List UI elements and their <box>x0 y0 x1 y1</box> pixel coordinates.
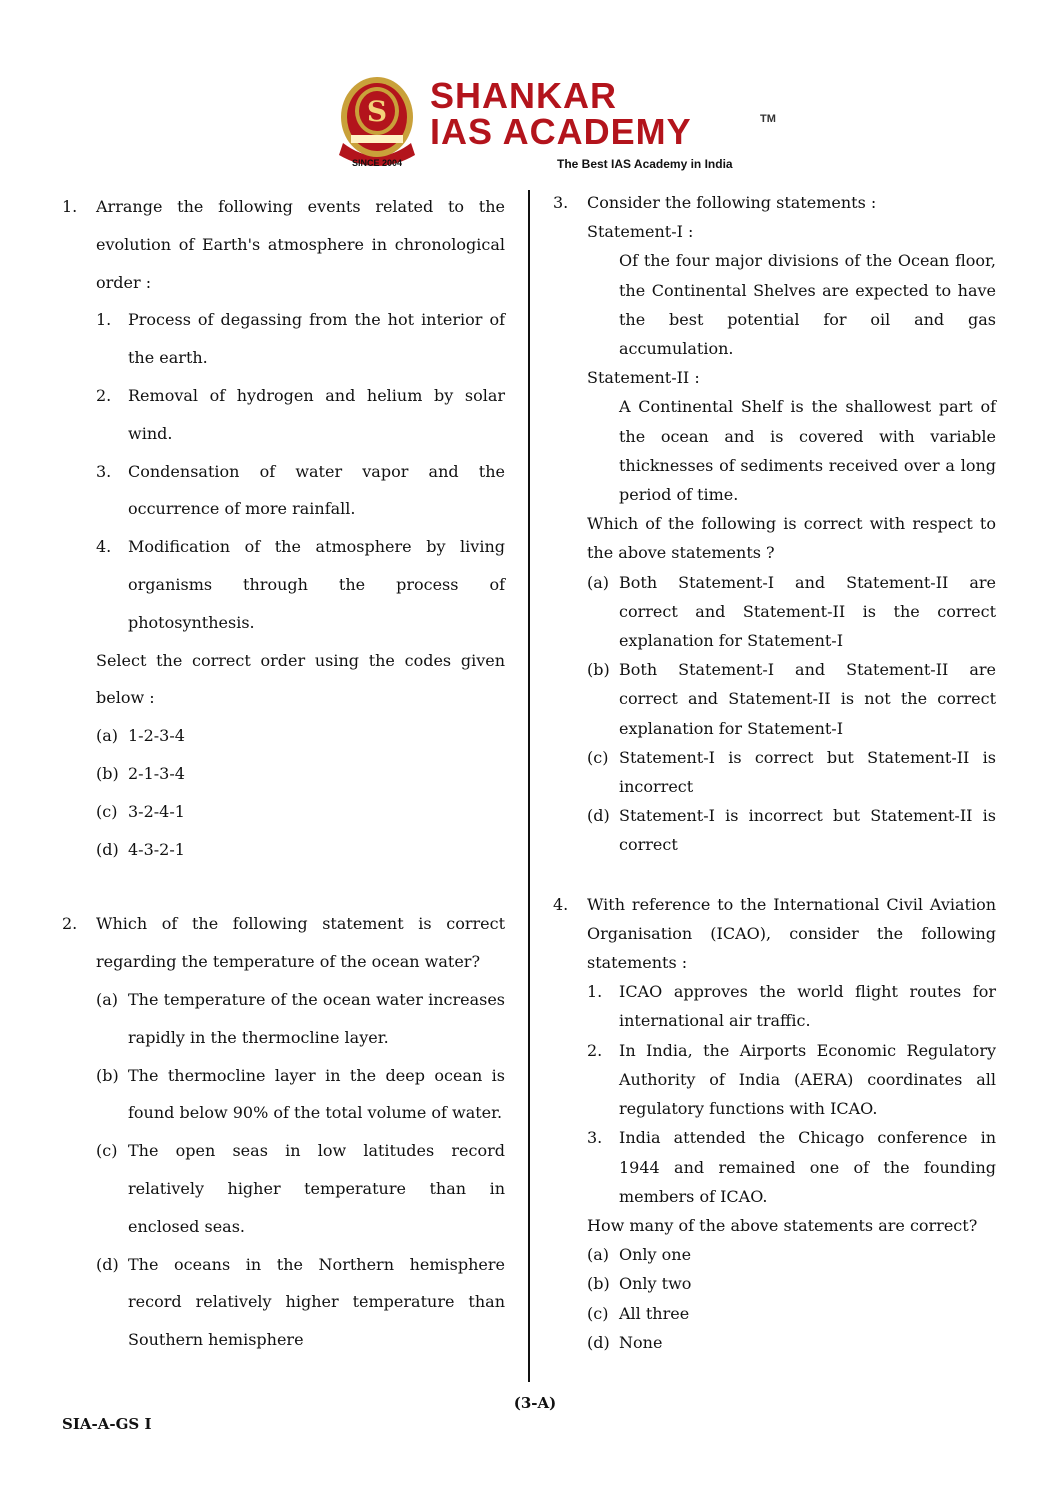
list-item: 2. In India, the Airports Economic Regulatory Authority of India (AERA) coordinates all regulatory functions with ICAO. <box>587 1040 996 1119</box>
option-b: (b) Both Statement-I and Statement-II are correct and Statement-II is not the correct explanation for Statement-I <box>587 660 996 738</box>
question-3 <box>553 188 996 860</box>
question-4 <box>553 890 996 1357</box>
brand-line-1: SHANKAR <box>430 75 617 116</box>
brand-line-2: IAS ACADEMY <box>430 111 692 152</box>
question-stem: With reference to the International Civil Aviation Organisation (ICAO), consider the following statements : <box>587 894 996 973</box>
list-item: 1. Process of degassing from the hot interior of the earth. <box>96 310 505 368</box>
instruction-text: Select the correct order using the codes given below : <box>96 650 505 708</box>
list-item: 3. India attended the Chicago conference in 1944 and remained one of the founding members of ICAO. <box>587 1128 996 1206</box>
brand-title <box>430 75 692 152</box>
statement-1-label: Statement-I : <box>587 222 694 242</box>
right-column <box>553 188 996 1357</box>
option-a: (a) 1-2-3-4 <box>96 726 185 746</box>
option-a: (a) Both Statement-I and Statement-II are correct and Statement-II is the correct explanation for Statement-I <box>587 572 996 651</box>
trademark-mark: TM <box>760 113 776 125</box>
statement-2-text: A Continental Shelf is the shallowest part of the ocean and is covered with variable thicknesses of sediments received over a long period of time. <box>619 397 996 505</box>
column-divider <box>528 190 530 1382</box>
page-number: (3-A) <box>513 1394 557 1412</box>
option-d: (d) Statement-I is incorrect but Statement-II is correct <box>587 806 996 855</box>
list-item: 3. Condensation of water vapor and the occurrence of more rainfall. <box>96 461 505 519</box>
question-number: 3. <box>553 193 569 212</box>
list-item: 1. ICAO approves the world flight routes for international air traffic. <box>587 982 996 1031</box>
option-d: (d) The oceans in the Northern hemisphere record relatively higher temperature than Southern hemisphere <box>96 1254 505 1350</box>
statement-2-label: Statement-II : <box>587 368 700 388</box>
list-item: 2. Removal of hydrogen and helium by solar wind. <box>96 385 505 443</box>
option-c: (c) 3-2-4-1 <box>96 801 185 821</box>
question-stem: Consider the following statements : <box>587 193 877 212</box>
list-item: 4. Modification of the atmosphere by living organisms through the process of photosynthesis. <box>96 537 505 632</box>
left-column <box>62 188 505 1359</box>
option-b: (b) Only two <box>587 1274 692 1294</box>
paper-code: SIA-A-GS I <box>62 1415 152 1433</box>
tagline: The Best IAS Academy in India <box>557 157 733 171</box>
option-b: (b) The thermocline layer in the deep ocean is found below 90% of the total volume of water. <box>96 1065 505 1123</box>
question-number: 4. <box>553 894 569 914</box>
option-c: (c) Statement-I is correct but Statement-II is incorrect <box>587 747 996 797</box>
question-number: 1. <box>62 197 78 216</box>
svg-text:S: S <box>366 95 388 128</box>
question-text: Which of the following is correct with respect to the above statements ? <box>587 514 996 563</box>
option-c: (c) The open seas in low latitudes record relatively higher temperature than in enclosed seas. <box>96 1141 505 1236</box>
option-a: (a) The temperature of the ocean water increases rapidly in the thermocline layer. <box>96 989 505 1047</box>
option-d: (d) None <box>587 1332 663 1352</box>
option-d: (d) 4-3-2-1 <box>96 839 185 859</box>
option-c: (c) All three <box>587 1303 690 1323</box>
since-label: SINCE 2004 <box>351 158 403 168</box>
question-stem: Which of the following statement is correct regarding the temperature of the ocean water? <box>96 914 505 972</box>
question-text: How many of the above statements are correct? <box>587 1215 978 1235</box>
question-number: 2. <box>62 914 78 934</box>
statement-1-text: Of the four major divisions of the Ocean floor, the Continental Shelves are expected to have the best potential for oil and gas accumulation. <box>619 251 996 359</box>
page-header <box>0 0 1058 185</box>
question-1 <box>62 188 505 868</box>
option-b: (b) 2-1-3-4 <box>96 763 185 783</box>
question-2 <box>62 905 505 1359</box>
option-a: (a) Only one <box>587 1245 692 1265</box>
question-stem: Arrange the following events related to the evolution of Earth's atmosphere in chronological order : <box>96 197 505 292</box>
